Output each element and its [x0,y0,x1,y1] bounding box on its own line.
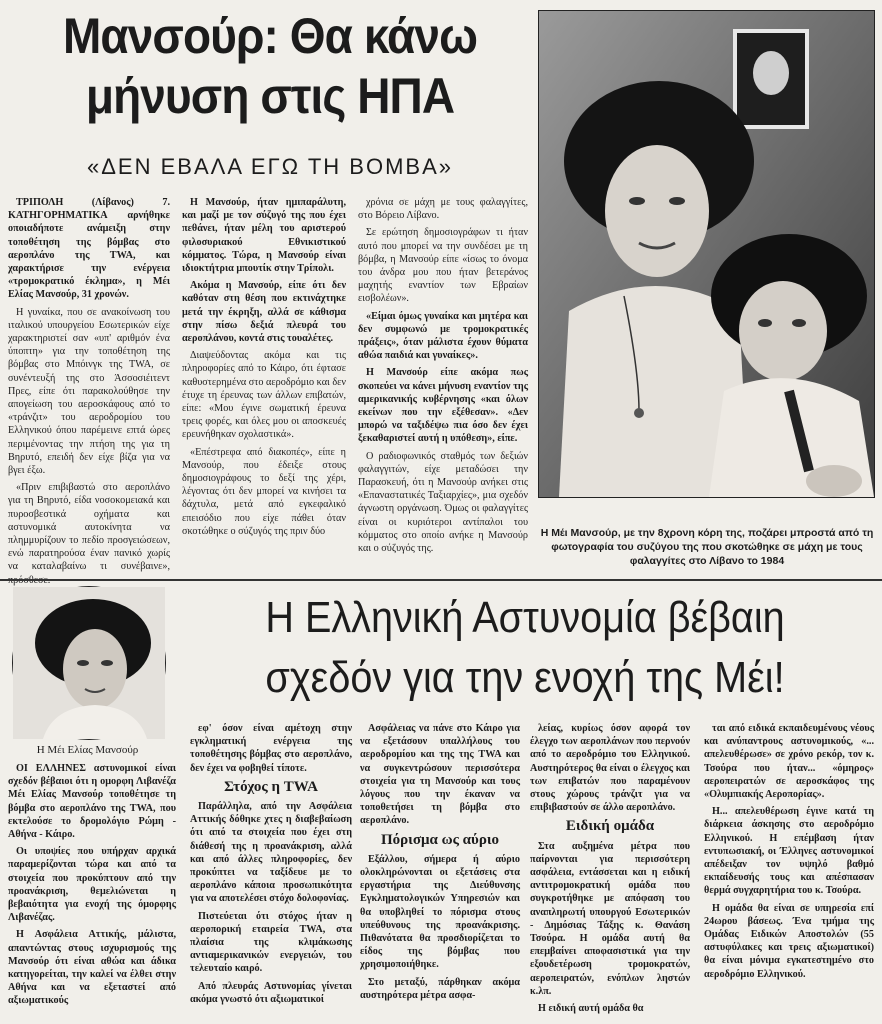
article2-paragraph: Οι υποψίες που υπήρχαν αρχικά παραμερίζονται τώρα και από τα στοιχεία που προκύπτουν από την προανάκριση, θεμελιώνεται η βεβαιότητα για ενοχή της όμορφης Λιβανέζας. [8,846,176,924]
portrait-caption: Η Μέι Ελίας Μανσούρ [36,744,139,756]
article2-paragraph: Η ειδική αυτή ομάδα θα [538,1003,644,1015]
article1-headline-line1: Μανσούρ: Θα κάνω [62,8,478,64]
article2-column-2 [190,722,352,1024]
article2-paragraph: Παράλληλα, από την Ασφάλεια Αττικής δόθηκε χτες η διαβεβαίωση ότι από τα στοιχεία που έχει στη διάθεσή της η προανάκριση, αλλά και από άλλες πληροφορίες, δεν προκύπτει να ταξίδευε με το αεροπλάνο κάποια προσωπικότητα για να αποτελέσει στόχο δολοφονίας. [190,801,352,905]
article1-paragraph: «Πριν επιβιβαστώ στο αεροπλάνο για τη Βηρυτό, είδα νοσοκομειακά και πυροσβεστικά οχήματα και αστυνομικά αυτοκίνητα να πλημμυρίζουν το πεδίο προσγειώσεων, ενώ παρατηρούσα έναν πανικό χωρίς να καταλαβαίνω τι συνέβαινε», [8,482,170,573]
article2-paragraph: Στα αυξημένα μέτρα που παίρνονται για περισσότερη ασφάλεια, εντάσσεται και η ειδική αντιτρομοκρατική ομάδα που συγκροτήθηκε με απόφαση του αναπληρωτή υπουργού Εσωτερικών - Δημόσιας Τάξης κ. Θανάση Τσούρα. Η ομάδα αυτή θα επεμβαίνει αποφασιστικά για την εξουδετέρωση τρομοκρατών, αεροπειρατών, ενόπλων ληστών κ.λπ. [530,840,690,997]
article1-headline-line2: μήνυση στις ΗΠΑ [85,68,455,124]
mansour-daughter-photo [538,10,875,498]
article2-paragraph: Η... απελευθέρωση έγινε κατά τη διάρκεια άσκησης στο αεροδρόμιο Ελληνικού. Η επέμβαση ήταν εντυπωσιακή, οι Έλληνες αστυνομικοί απέδειξαν τον υψηλό βαθμό εκπαίδευσής τους και απέσπασαν θερμά συγχαρητήρια του κ. Τσούρα. [704,806,874,897]
article2-paragraph: Η Ασφάλεια Αττικής, μάλιστα, απαντώντας στους ισχυρισμούς της Μανσούρ ότι είναι αθώα και άδικα κατηγορείται, την καλεί να έλθει στην Αθήνα και να εξεταστεί από αξιωματικούς [8,929,176,1007]
article1-paragraph: Ακόμα η Μανσούρ, είπε ότι δεν καθόταν στη θέση που εκτινάχτηκε μετά την έκρηξη, αλλά σε κάθισμα στην πίσω δεξιά πλευρά του αεροπλάνου, κοντά στις τουαλέτες. [182,280,346,345]
article2-paragraph: Εξάλλου, σήμερα ή αύριο ολοκληρώνονται οι εξετάσεις στα εργαστήρια της Διεύθυνσης Εγκληματολογικών Υπηρεσιών και θα υποβληθεί το πόρισμα στους υπεύθυνους της προανάκρισης. Πιθανότατα θα προσδιορίζεται το είδος της βόμβας που χρησιμοποιήθηκε. [360,853,520,971]
article1-column-3 [358,196,528,568]
article1-paragraph: Η Μανσούρ, ήταν ημιπαράλυτη, και μαζί με τον σύζυγό της που έχει πεθάνει, ήταν μέλη του αριστερού φιλοσυριακού Εθνικιστικού κόμματος. Τώρα, η Μανσούρ είναι ιδιοκτήτρια μπουτίκ στην Τρίπολι. [182,197,346,275]
article2-subheading: Στόχος η TWA [224,778,318,795]
article2-paragraph: Ασφάλειας να πάνε στο Κάιρο για να εξετάσουν υπαλλήλους του αεροδρομίου και της της TWA και να συγκεντρώσουν περισσότερα στοιχεία για τη Μανσούρ και τους λόγους που την έκαναν να τοποθετήσει τη βόμβα στο αεροπλάνο. [360,723,520,827]
article2-paragraph: Η ομάδα θα είναι σε υπηρεσία επί 24ωρου βάσεως. Ένα τμήμα της Ομάδας Ειδικών Αποστολών (55 αστυφύλακες και τρεις αξιωματικοί) θα είναι μόνιμα εγκατεστημένο στο αεροδρόμιο Ελληνικού. [704,902,874,980]
article1-paragraph: Ο ραδιοφωνικός σταθμός των δεξιών φαλαγγιτών, είχε μεταδώσει την Παρασκευή, ότι η Μανσούρ ανήκει στις «Επαναστατικές Ταξιαρχίες», μια σχεδόν άγνωστη οργάνωση. Όμως οι φαλαγγίτες είναι οι κυριότεροι αντίπαλοι του κόμματος στο οποίο ανήκε η Μανσούρ και ο σύζυγός της. [358,450,528,555]
section-divider [0,579,882,581]
article1-column-2 [182,196,346,568]
article1-kicker: «ΔΕΝ ΕΒΑΛΑ ΕΓΩ ΤΗ ΒΟΜΒΑ» [87,154,453,179]
article2-headline-line2: σχεδόν για την ενοχή της Μέι! [265,653,785,702]
article2-paragraph: λείας, κυρίως όσον αφορά τον έλεγχο των αεροπλάνων που περνούν από το αεροδρόμιο του Ελληνικού. Αυστηρότερος θα είναι ο έλεγχος και των επιβατών που παραμένουν στους χώρους τράνζιτ για να επιβιβαστούν σε άλλο αεροπλάνο. [530,723,690,814]
article1-paragraph: Η γυναίκα, που σε ανακοίνωση του ιταλικού υπουργείου Εσωτερικών είχε χαρακτηριστεί σαν «υπ' αριθμόν ένα ύποπτη» για την τοποθέτηση της βόμβας στο Μπόινγκ της TWA, σε συνέντευξή της στο Άσσοσιέιτεντ Πρες, είπε ότι παρακολούθησε την απογείωση του αεροσκάφους από το «τράνζιτ» του αεροδρομίου του Ελληνικού όπου παρέμεινε επτά ώρες περιμένοντας την πτήση της για τη Βηρυτό, επειδή δεν είχε βίζα για να βγει έξω. [8,306,170,477]
article2-paragraph: Πιστεύεται ότι στόχος ήταν η αεροπορική εταιρεία TWA, στα πλαίσια της κλιμάκωσης αντιαμερικανικών ενεργειών, του τελευταίο καιρό. [190,910,352,975]
article2-column-3 [360,722,520,1024]
article2-paragraph: Στο μεταξύ, πάρθηκαν ακόμα αυστηρότερα μέτρα ασφα- [360,976,520,1001]
photo-caption: Η Μέι Μανσούρ, με την 8χρονη κόρη της, ποζάρει μπροστά από τη φωτογραφία του συζύγου της που σκοτώθηκε σε μάχη με τους φαλαγγίτες στο Λίβανο το 1984 [540,527,874,567]
article2-column-5 [704,722,874,1024]
article2-column-4 [530,722,690,1024]
article1-paragraph: χρόνια σε μάχη με τους φαλαγγίτες, στο Βόρειο Λίβανο. [358,197,528,222]
article1-paragraph: Διαψεύδοντας ακόμα και τις πληροφορίες από το Κάιρο, ότι έφτασε καθυστερημένα στο αεροδρόμιο και δεν έτυχε τη έρευνας των άλλων επιβατών, είπε: «Μου έγινε σωματική έρευνα τρεις φορές, και όλες μου οι αποσκευές ερευνήθηκαν σχολαστικά». [182,350,347,441]
article2-headline [215,588,836,708]
article1-paragraph: Σε ερώτηση δημοσιογράφων τι ήταν αυτό που μπορεί να την συνδέσει με τη βόμβα, η Μανσούρ είπε «ίσως το όνομα του άνδρα μου που ήταν βετεράνος μαχητής εναντίον των Εβραίων εισβολέων». [358,227,528,305]
article2-paragraph: εφ' όσον είναι αμέτοχη στην εγκληματική ενέργεια της τοποθέτησης βόμβας στο αεροπλάνο, δεν έχει να φοβηθεί τίποτε. [190,723,352,774]
article2-headline-line1: Η Ελληνική Αστυνομία βέβαιη [265,593,785,642]
article2-subheading: Πόρισμα ως αύριο [380,831,499,848]
article2-paragraph: Από πλευράς Αστυνομίας γίνεται ακόμα γνωστό ότι αξιωματικοί [190,980,352,1005]
article2-subheading: Ειδική ομάδα [565,818,655,835]
article2-paragraph: ται από ειδικά εκπαιδευμένους νέους και ανύπαντρους αστυνομικούς, «... απελευθέρωσε» σε χρόνο ρεκόρ, τον κ. Τσούρα που ήταν... «όμηρος» αεροπειρατών σε αεροσκάφος της «Ολυμπιακής Αεροπορίας». [704,723,874,801]
portrait-illustration [13,587,165,739]
article1-column-1 [8,196,170,573]
mansour-portrait [12,586,166,740]
article2-column-1 [8,762,176,1024]
article1-paragraph: Η Μανσούρ είπε ακόμα πως σκοπεύει να κάνει μήνυση εναντίον της αμερικανικής κυβέρνησης «και όλων εκείνων που την εξέθεσαν». «Δεν μπορώ να ταξιδέψω πια όσο δεν έχει ξεκαθαριστεί αυτή η υπόθεση», είπε. [358,367,528,445]
article1-headline [31,6,509,126]
photo-illustration [539,11,874,497]
article1-paragraph: «Επέστρεφα από διακοπές», είπε η Μανσούρ, που έδειξε στους δημοσιογράφους το δεξί της χέρι, λέγοντας ότι δεν μπορεί να κινήσει τα δάχτυλα, μετά από εγκεφαλικό επεισόδιο που είχε πάθει όταν σκοτώθηκε ο σύζυγός της πριν δύο [182,446,346,537]
article2-paragraph: ΟΙ ΕΛΛΗΝΕΣ αστυνομικοί είναι σχεδόν βέβαιοι ότι η ομορφη Λιβανέζα Μέι Ελίας Μανσούρ τοποθέτησε τη βόμβα στο αεροπλάνο της TWA, που εκτελούσε το δρομολόγιο Ρώμη - Αθήνα - Κάιρο. [8,763,176,841]
article1-paragraph: «Είμαι όμως γυναίκα και μητέρα και δεν συμφωνώ με τρομοκρατικές πράξεις», όταν μάλιστα έχουν θύματα αθώα παιδιά και γυναίκες». [358,310,528,362]
article1-paragraph: ΤΡΙΠΟΛΗ (Λίβανος) 7. ΚΑΤΗΓΟΡΗΜΑΤΙΚΑ αρνήθηκε οποιαδήποτε ανάμειξη στην τοποθέτηση της βόμβας στο αεροπλάνο της TWA, και χαρακτήρισε την ενέργεια «τρομοκρατικό έκλημα», η Μέι Ελίας Μανσούρ, 31 χρονών. [8,197,170,301]
